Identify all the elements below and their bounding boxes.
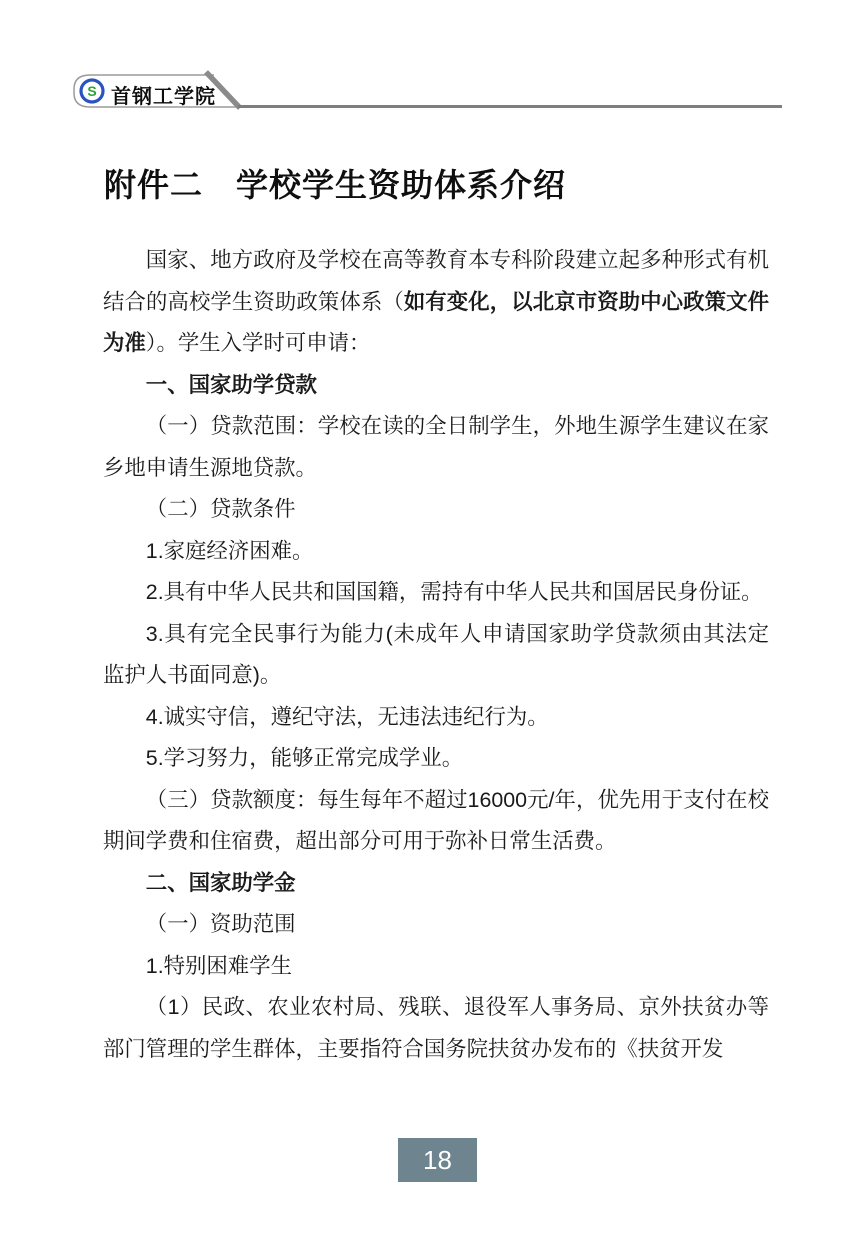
logo-mark: S (87, 83, 97, 100)
paragraph (103, 614, 769, 697)
text-run: （1）民政、农业农村局、残联、退役军人事务局、京外扶贫办等部门管理的学生群体，主要指符合国务院扶贫办发布的《扶贫开发 (103, 995, 769, 1061)
text-run: （二）贷款条件 (145, 497, 296, 521)
bold-text-run: 如有变化，以北京市资助中心政策文件为准 (103, 289, 769, 355)
paragraph (103, 531, 769, 573)
page-number: 18 (423, 1144, 452, 1175)
school-name: 首钢工学院 (111, 86, 216, 108)
header-decoration (0, 0, 857, 130)
text-run: 1.特别困难学生 (145, 953, 292, 978)
paragraph (103, 946, 769, 988)
text-run: 1.家庭经济困难。 (145, 538, 314, 563)
text-run: 5.学习努力，能够正常完成学业。 (145, 746, 464, 770)
text-run: ）。学生入学时可申请： (145, 331, 371, 355)
text-run: 3.具有完全民事行为能力(未成年人申请国家助学贷款须由其法定监护人书面同意)。 (103, 621, 769, 687)
paragraph (103, 406, 769, 489)
paragraph (103, 365, 769, 407)
text-run: 4.诚实守信，遵纪守法，无违法违纪行为。 (145, 704, 549, 729)
school-logo-icon (79, 78, 105, 104)
paragraph (103, 489, 769, 531)
text-run: （一）贷款范围：学校在读的全日制学生，外地生源学生建议在家乡地申请生源地贷款。 (103, 414, 769, 480)
page-title: 附件二 学校学生资助体系介绍 (104, 167, 567, 203)
text-run: 国家、地方政府及学校在高等教育本专科阶段建立起多种形式有机结合的高校学生资助政策体系（ (103, 248, 769, 314)
paragraph (103, 987, 769, 1070)
page-number-badge (398, 1138, 477, 1182)
bold-text-run: 一、国家助学贷款 (145, 372, 317, 397)
paragraph (103, 780, 769, 863)
paragraph (103, 863, 769, 905)
bold-text-run: 二、国家助学金 (145, 870, 296, 895)
paragraph (103, 240, 769, 365)
text-run: 2.具有中华人民共和国国籍，需持有中华人民共和国居民身份证。 (145, 580, 763, 604)
text-run: （一）资助范围 (145, 912, 296, 936)
paragraph (103, 697, 769, 739)
paragraph (103, 738, 769, 780)
paragraph (103, 904, 769, 946)
text-run: （三）贷款额度：每生每年不超过16000元/年，优先用于支付在校期间学费和住宿费，超出部分可用于弥补日常生活费。 (103, 787, 769, 853)
document-body (103, 240, 769, 1070)
paragraph (103, 572, 769, 614)
